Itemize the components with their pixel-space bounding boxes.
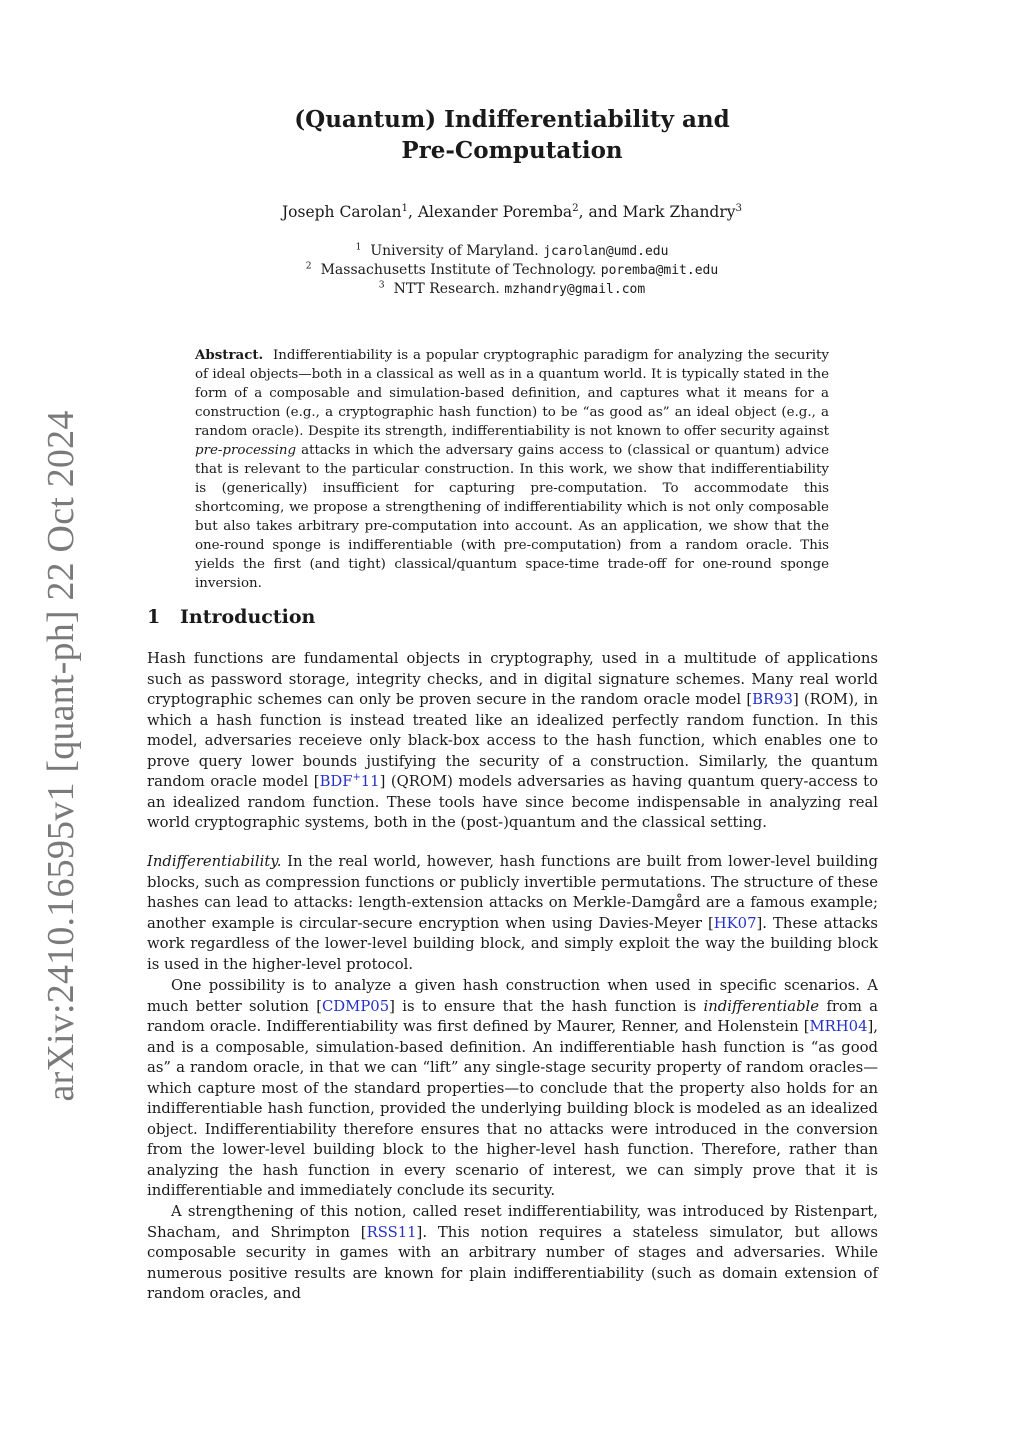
paragraph-2 <box>147 852 878 975</box>
affiliation-sup: 3 <box>378 279 385 291</box>
abstract <box>195 346 829 593</box>
paragraph-heading: Indifferentiability. <box>147 853 282 870</box>
affiliation-institution: Massachusetts Institute of Technology. <box>320 262 597 278</box>
arxiv-identifier: arXiv:2410.16595v1 [quant-ph] 22 Oct 2024 <box>40 410 82 1102</box>
title-line-2: Pre-Computation <box>401 137 623 164</box>
abstract-text: Indifferentiability is a popular cryptographic paradigm for analyzing the security of ideal objects—both in a classical as well as in a quantum world. It is typically stated in the form of a composable and simulation-based definition, and captures what it means for a construction (e.g., a cryptographic hash function) to be “as good as” an ideal object (e.g., a random oracle). Despite its strength, indifferentiability is not known to offer security against <box>195 348 829 439</box>
citation-link[interactable]: MRH04 <box>809 1018 868 1035</box>
author-sup: 1 <box>401 202 408 214</box>
paragraph-text: ] is to ensure that the hash function is <box>389 997 704 1015</box>
affiliation-email[interactable]: mzhandry@gmail.com <box>504 282 646 297</box>
paragraph-text: from a random oracle. Indifferentiability was first defined by Maurer, Renner, and Holenstein [ <box>147 997 879 1035</box>
author-list <box>200 203 824 221</box>
paragraph-4 <box>147 1202 878 1305</box>
paragraph-emphasis: indifferentiable <box>703 997 820 1015</box>
paragraph-text: ] (ROM), in which a hash function is instead treated like an idealized perfectly random function. In this model, adversaries receieve only black-box access to the hash function, which enables one to prove query lower bounds justifying the security of a construction. Similarly, the quantum random oracle model [ <box>147 691 878 790</box>
paragraph-text: One possibility is to analyze a given hash construction when used in specific scenarios. A much better solution [ <box>147 977 878 1015</box>
citation-link[interactable]: RSS11 <box>366 1223 417 1241</box>
author-sup: 2 <box>572 202 579 214</box>
author-sup: 3 <box>735 202 743 214</box>
abstract-emphasis: pre-processing <box>195 443 297 458</box>
paragraph-3 <box>147 976 878 1202</box>
section-number: 1 <box>147 606 161 628</box>
paragraph-text: ]. These attacks work regardless of the lower-level building block, and simply exploit the way the building block is used in the higher-level protocol. <box>147 914 878 973</box>
author-separator: , and <box>578 203 623 221</box>
affiliation-sup: 2 <box>305 260 312 272</box>
abstract-text: attacks in which the adversary gains access to (classical or quantum) advice that is relevant to the particular construction. In this work, we show that indifferentiability is (generically) insufficient for capturing pre-computation. To accommodate this shortcoming, we propose a strengthening of indifferentiability which is not only composable but also takes arbitrary pre-computation into account. As an application, we show that the one-round sponge is indifferentiable (with pre-computation) from a random oracle. This yields the first (and tight) classical/quantum space-time trade-off for one-round sponge inversion. <box>195 443 829 591</box>
paragraph-text: Hash functions are fundamental objects in cryptography, used in a multitude of applications such as password storage, integrity checks, and in digital signature schemes. Many real world cryptographic schemes can only be proven secure in the random oracle model [ <box>147 650 878 708</box>
author-name: Alexander Poremba <box>417 203 573 221</box>
affiliation-line <box>200 261 824 280</box>
section-heading <box>147 606 315 628</box>
author-separator: , <box>408 203 418 221</box>
author-name: Joseph Carolan <box>281 203 402 221</box>
affiliation-line <box>200 280 824 299</box>
title-line-1: (Quantum) Indifferentiability and <box>294 106 730 133</box>
citation-link[interactable]: CDMP05 <box>321 997 390 1015</box>
affiliation-institution: NTT Research. <box>393 281 500 297</box>
affiliation-institution: University of Maryland. <box>370 243 539 259</box>
author-name: Mark Zhandry <box>622 203 736 221</box>
arxiv-sidebar <box>16 0 80 1448</box>
affiliation-sup: 1 <box>355 241 362 253</box>
affiliation-email[interactable]: poremba@mit.edu <box>600 263 719 278</box>
paragraph-text: ] (QROM) models adversaries as having quantum query-access to an idealized random function. These tools have since become indispensable in analyzing real world cryptographic systems, both in the (post-)quantum and the classical setting. <box>147 773 879 831</box>
citation-link[interactable]: BR93 <box>752 691 793 708</box>
affiliation-email[interactable]: jcarolan@umd.edu <box>543 244 669 259</box>
affiliation-line <box>200 242 824 261</box>
citation-link[interactable]: BDF+11 <box>319 772 380 790</box>
paragraph-text: A strengthening of this notion, called reset indifferentiability, was introduced by Ristenpart, Shacham, and Shrimpton [ <box>147 1203 878 1241</box>
citation-link[interactable]: HK07 <box>713 914 757 932</box>
section-title: Introduction <box>180 606 316 628</box>
affiliation-list <box>200 242 824 299</box>
paper-title <box>200 104 824 166</box>
paragraph-text: In the real world, however, hash functions are built from lower-level building blocks, such as compression functions or publicly invertible permutations. The structure of these hashes can lead to attacks: length-extension attacks on Merkle-Damgård are a famous example; another example is circular-secure encryption when using Davies-Meyer [ <box>147 853 878 932</box>
paragraph-text: ]. This notion requires a stateless simulator, but allows composable security in games with an arbitrary number of stages and adversaries. While numerous positive results are known for plain indifferentiability (such as domain extension of random oracles, and <box>147 1223 878 1302</box>
paragraph-text: ], and is a composable, simulation-based definition. An indifferentiable hash function is “as good as” a random oracle, in that we can “lift” any single-stage security property of random oracles—which capture most of the standard properties—to conclude that the property also holds for an indifferentiable hash function, provided the underlying building block is modeled as an idealized object. Indifferentiability therefore ensures that no attacks were introduced in the conversion from the lower-level building block to the higher-level hash function. Therefore, rather than analyzing the hash function in every scenario of interest, we can simply prove that it is indifferentiable and immediately conclude its security. <box>147 1018 878 1199</box>
abstract-label: Abstract. <box>195 347 264 363</box>
paragraph-1 <box>147 649 878 834</box>
